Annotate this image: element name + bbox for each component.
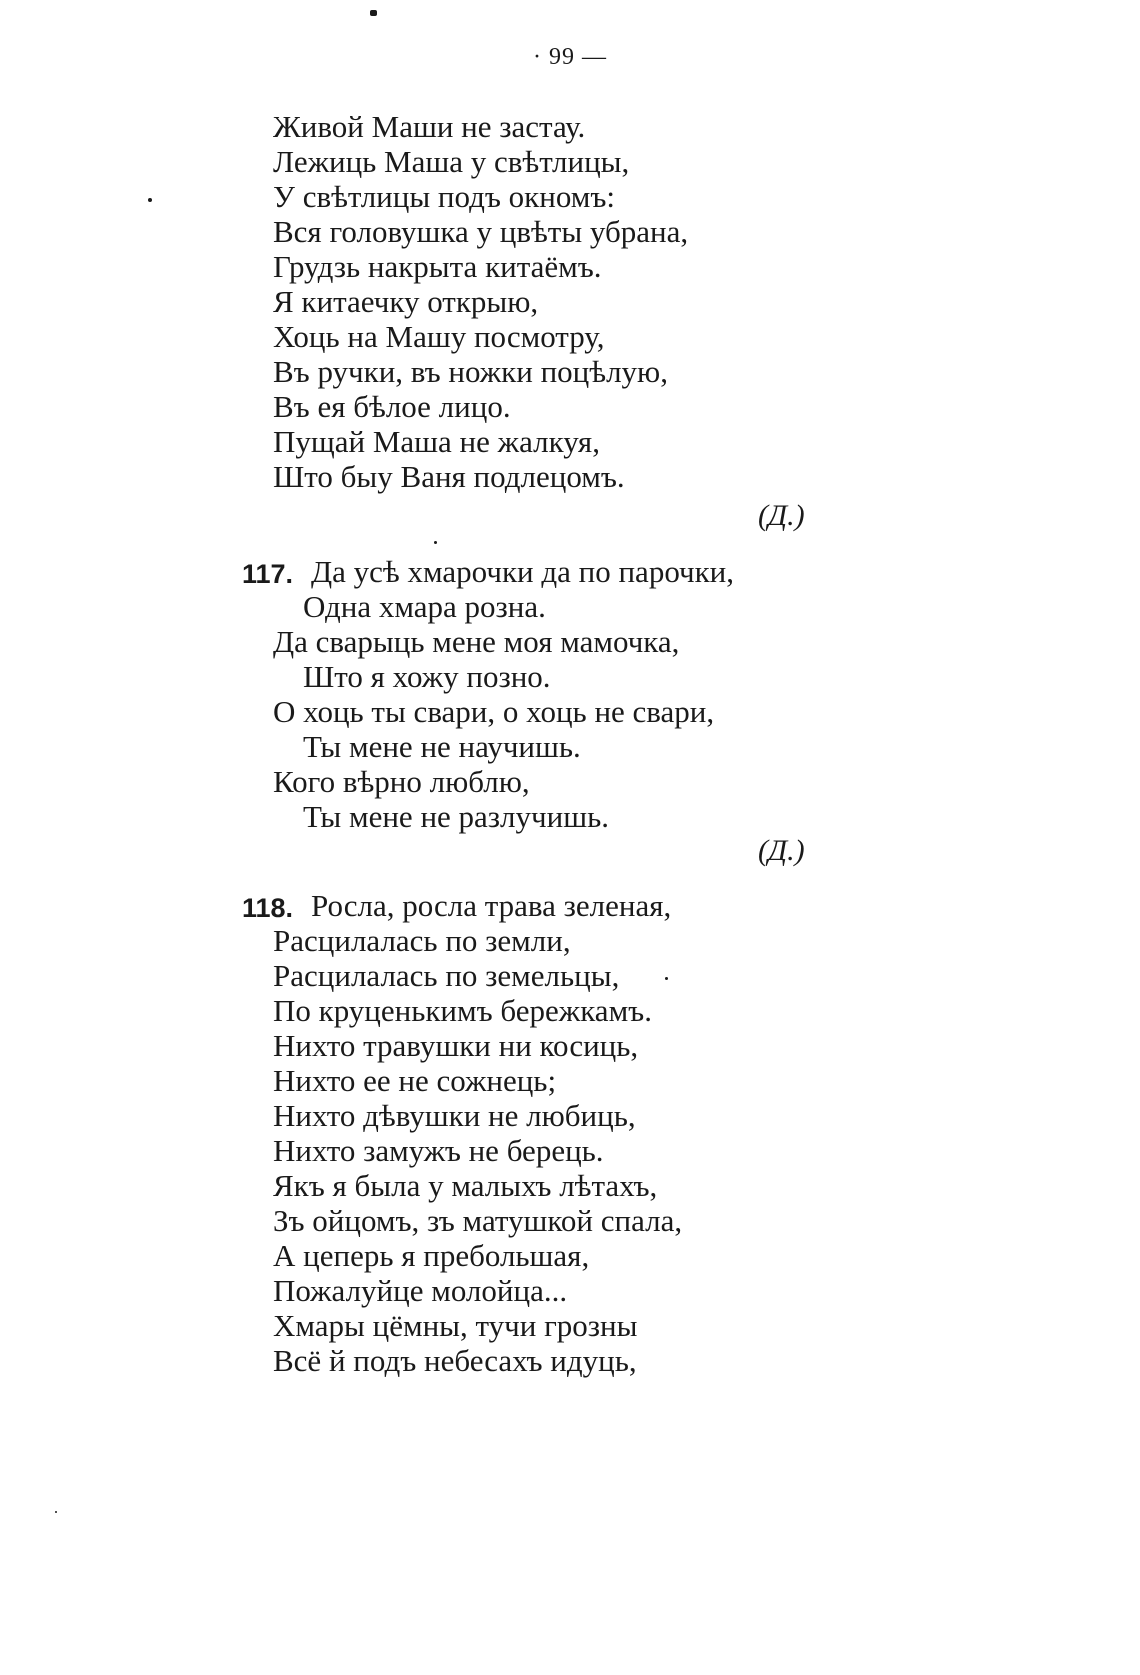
verse-line: Всё й подъ небесахъ идуць,	[273, 1343, 637, 1378]
song-number: 117.	[242, 559, 294, 589]
source-mark: (Д.)	[758, 834, 805, 867]
scan-speck	[148, 198, 152, 202]
verse-line: Я китаечку открыю,	[273, 284, 539, 319]
verse-line: Росла, росла трава зеленая,	[311, 888, 672, 923]
scan-speck	[665, 977, 668, 980]
verse-line: Одна хмара розна.	[303, 589, 546, 624]
verse-line: Пожалуйце молойца...	[273, 1273, 568, 1308]
verse-line: Ты мене не разлучишь.	[303, 799, 609, 834]
verse-line: А цеперь я пребольшая,	[273, 1238, 590, 1273]
verse-line: Вся головушка у цвѣты убрана,	[273, 214, 689, 249]
verse-line: Кого вѣрно люблю,	[273, 764, 530, 799]
source-mark: (Д.)	[758, 499, 805, 532]
verse-line: Якъ я была у малыхъ лѣтахъ,	[273, 1168, 658, 1203]
page-number: · 99 —	[533, 44, 607, 70]
verse-line: По круценькимъ бережкамъ.	[273, 993, 652, 1028]
scan-speck	[55, 1511, 57, 1513]
scan-speck	[434, 541, 437, 544]
song-number: 118.	[242, 893, 294, 923]
verse-line: У свѣтлицы подъ окномъ:	[273, 179, 615, 214]
verse-line: Хмары цёмны, тучи грозны	[273, 1308, 638, 1343]
verse-line: Зъ ойцомъ, зъ матушкой спала,	[273, 1203, 683, 1238]
scan-speck	[370, 10, 377, 16]
verse-line: Грудзь накрыта китаёмъ.	[273, 249, 602, 284]
verse-line: Што я хожу позно.	[303, 659, 551, 694]
verse-line: Живой Маши не застау.	[273, 109, 586, 144]
verse-line: Ты мене не научишь.	[303, 729, 581, 764]
verse-line: Што быу Ваня подлецомъ.	[273, 459, 625, 494]
verse-line: Въ ея бѣлое лицо.	[273, 389, 511, 424]
verse-line: Нихто дѣвушки не любиць,	[273, 1098, 636, 1133]
verse-line: Въ ручки, въ ножки поцѣлую,	[273, 354, 668, 389]
verse-line: Нихто травушки ни косиць,	[273, 1028, 639, 1063]
verse-line: Лежиць Маша у свѣтлицы,	[273, 144, 630, 179]
verse-line: Пущай Маша не жалкуя,	[273, 424, 600, 459]
verse-line: Нихто замужъ не берець.	[273, 1133, 604, 1168]
verse-line: Расцилалась по земли,	[273, 923, 571, 958]
verse-line: Расцилалась по земельцы,	[273, 958, 620, 993]
verse-line: Нихто ее не сожнець;	[273, 1063, 557, 1098]
verse-line: Да сварыць мене моя мамочка,	[273, 624, 680, 659]
verse-line: Хоць на Машу посмотру,	[273, 319, 605, 354]
verse-line: О хоць ты свари, о хоць не свари,	[273, 694, 715, 729]
verse-line: Да усѣ хмарочки да по парочки,	[311, 554, 735, 589]
